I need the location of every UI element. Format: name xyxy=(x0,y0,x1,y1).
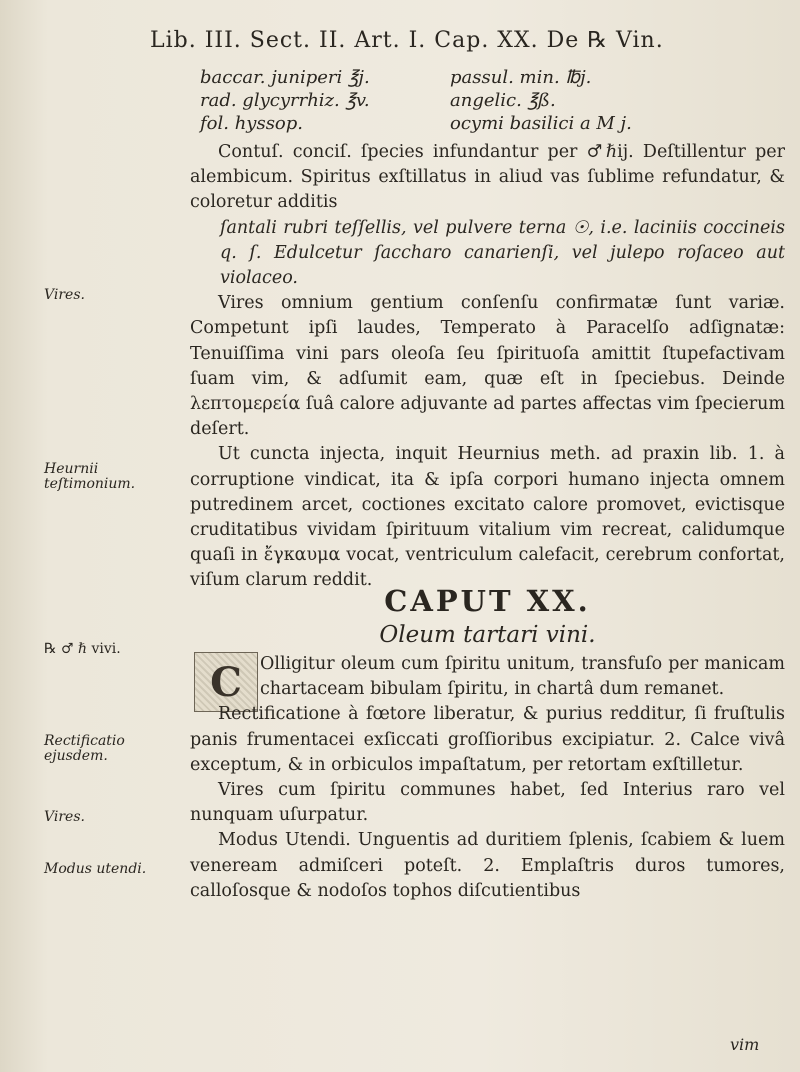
recipe-row xyxy=(200,66,720,89)
recipe-item: baccar. juniperi ℥j. xyxy=(200,67,370,88)
paragraph-oleum: Olligitur oleum cum ſpiritu unitum, transfuſo per manicam chartaceam bibulam ſpiritu, in chartâ dum remanet. xyxy=(260,654,785,700)
recipe-item: angelic. ℥ß. xyxy=(450,90,556,111)
recipe-item: passul. min. ℔j. xyxy=(450,67,592,88)
paragraph-modus: Modus Utendi. Unguentis ad duritiem ſplenis, ſcabiem & luem veneream admiſceri poteſt. 2. Emplaſtris duros tumores, calloſosque & nodoſos tophos diſcutientibus xyxy=(190,830,785,901)
margin-note-vires: Vires. xyxy=(44,287,85,303)
paragraph-preparation: Contuſ. conciſ. ſpecies infundantur per ♂ℏij. Deſtillentur per alembicum. Spiritus exſtillatus in aliud vas ſublime refundatur, & coloretur additis xyxy=(190,142,785,213)
decorated-initial: C xyxy=(194,652,258,712)
text-block-upper xyxy=(190,140,785,594)
recipe-row xyxy=(200,89,720,112)
paragraph-coloring: ſantali rubri teſſellis, vel pulvere terna ☉, i.e. laciniis coccineis q. ſ. Edulcetur ſaccharo canarienſi, vel julepo roſaceo aut violaceo. xyxy=(220,217,785,289)
running-header: Lib. III. Sect. II. Art. I. Cap. XX. De ℞ Vin. xyxy=(150,28,664,53)
recipe-list xyxy=(200,66,720,135)
catchword: vim xyxy=(730,1035,760,1054)
paragraph-heurnius: Ut cuncta injecta, inquit Heurnius meth. ad praxin lib. 1. à corruptione vindicat, ita & ipſa corpori humano injecta omnem putredinem arcet, coctiones excitato calore promovet, evictisque cruditatibus vividam ſpirituum vitalium vim recreat, calidumque quaſi in ἔγκαυμα vocat, ventriculum calefacit, cerebrum confortat, viſum clarum reddit. xyxy=(190,444,785,591)
margin-note-vires-2: Vires. xyxy=(44,809,85,825)
margin-note-modus: Modus utendi. xyxy=(44,861,147,877)
margin-note-symbol: ℞ ♂ ℏ vivi. xyxy=(44,641,121,657)
chapter-heading: CAPUT XX. xyxy=(384,584,591,618)
paragraph-rectificatio: Rectificatione à fœtore liberatur, & purius redditur, ſi fruſtulis panis frumentacei exſiccati groſſioribus excipiatur. 2. Calce vivâ exceptum, & in orbiculos impaſtatum, per retortam exſtilletur. xyxy=(190,704,785,775)
paragraph-vires: Vires omnium gentium conſenſu confirmatæ ſunt variæ. Competunt ipſi laudes, Temperato à Paracelſo adſignatæ: Tenuiſſima vini pars oleoſa ſeu ſpirituoſa amittit ſtupefactivam ſuam vim, & adſumit eam, quæ eſt in ſpeciebus. Deinde λεπτομερεία ſuâ calore adjuvante ad partes affectas vim ſpecierum deſert. xyxy=(190,293,786,440)
recipe-row xyxy=(200,112,720,135)
chapter-title: Oleum tartari vini. xyxy=(379,622,596,648)
recipe-item: rad. glycyrrhiz. ℥v. xyxy=(200,90,370,111)
recipe-item: fol. hyssop. xyxy=(200,113,304,134)
recipe-item: ocymi basilici a M j. xyxy=(450,113,632,134)
margin-note-heurnii: Heurnii teſtimonium. xyxy=(44,461,136,492)
margin-note-rectificatio: Rectificatio ejusdem. xyxy=(44,733,125,764)
paragraph-vires-oleum: Vires cum ſpiritu communes habet, ſed Interius raro vel nunquam uſurpatur. xyxy=(190,780,785,826)
text-block-lower xyxy=(190,652,785,904)
